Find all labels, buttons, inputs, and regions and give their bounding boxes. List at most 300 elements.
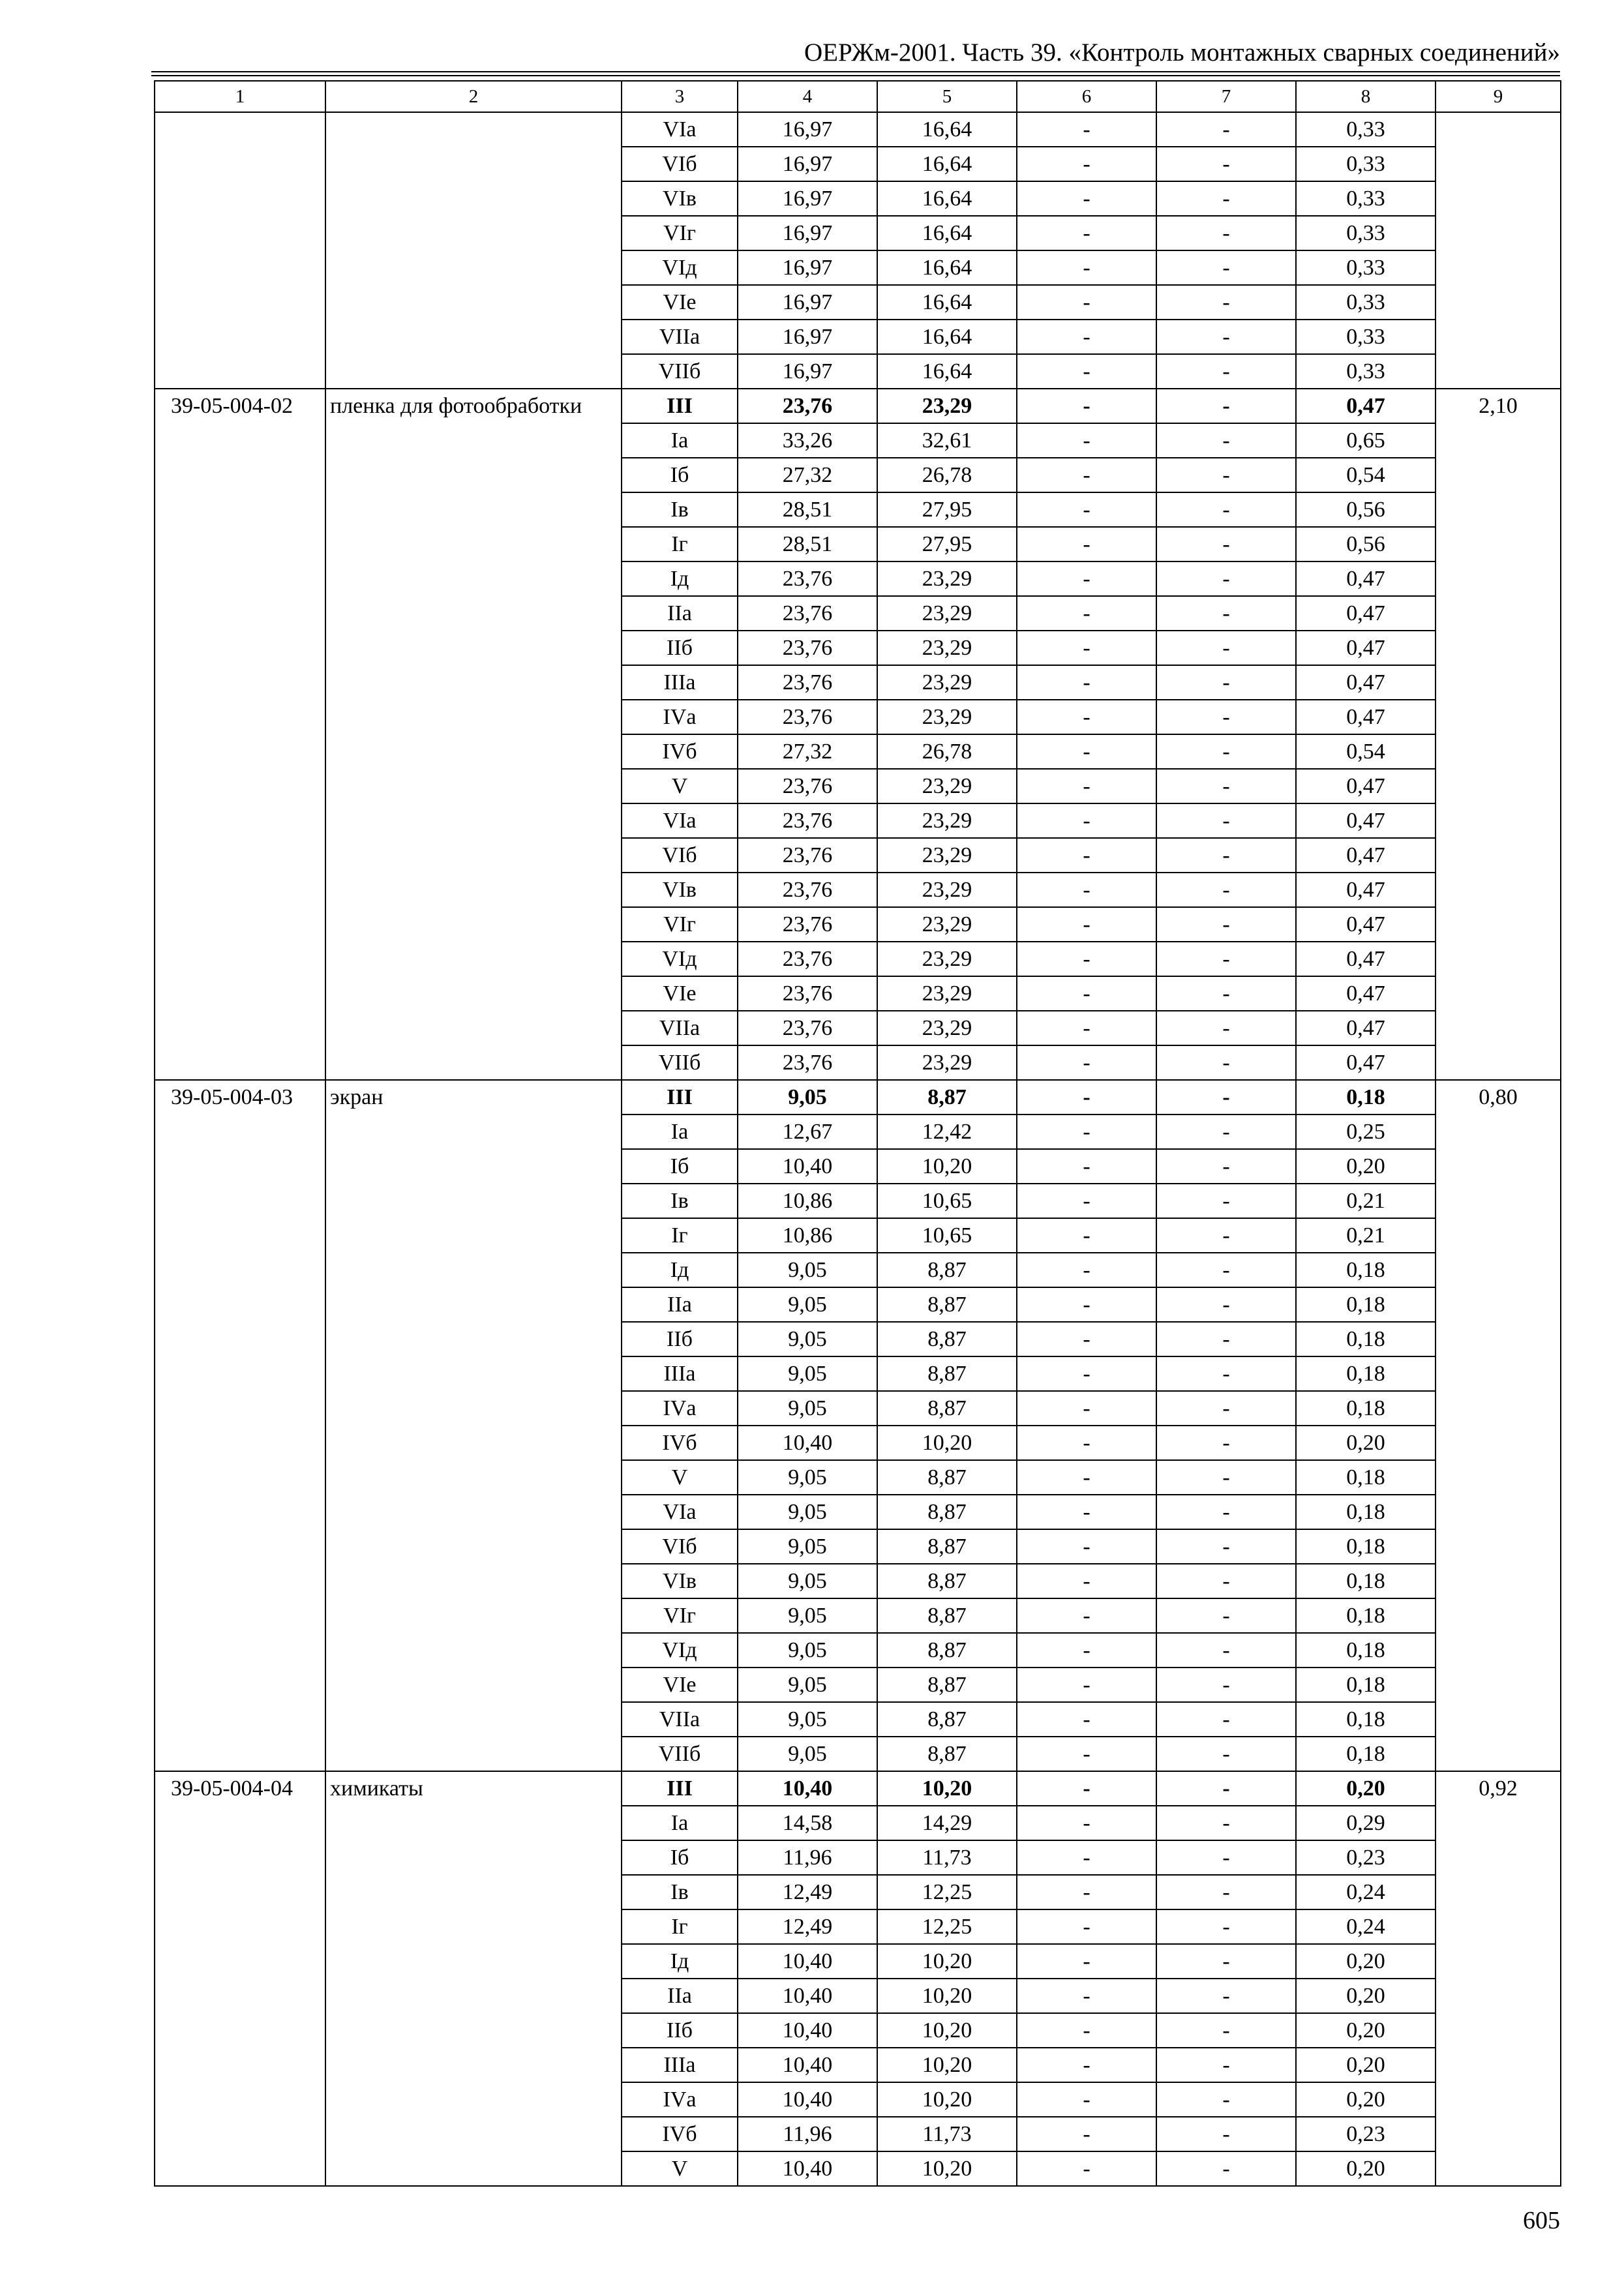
table-cell-col4: 9,05 [738, 1322, 877, 1356]
table-cell-col4: 16,97 [738, 181, 877, 216]
table-cell-col3: Iв [622, 1875, 738, 1909]
item-code: 39-05-004-02 [155, 389, 325, 1080]
table-cell-col7: - [1156, 216, 1296, 250]
table-cell-col3: VIа [622, 803, 738, 838]
table-cell-col4: 28,51 [738, 492, 877, 527]
table-cell-col7: - [1156, 320, 1296, 354]
table-cell-col6: - [1017, 1529, 1156, 1564]
table-cell-col3: Iб [622, 458, 738, 492]
table-cell-col5: 23,29 [877, 596, 1017, 631]
table-cell-col7: - [1156, 458, 1296, 492]
table-cell-col8: 0,33 [1296, 181, 1436, 216]
table-cell-col4: 14,58 [738, 1806, 877, 1840]
table-cell-col6: - [1017, 112, 1156, 147]
table-cell-col7: - [1156, 1702, 1296, 1737]
table-cell-col7: - [1156, 1495, 1296, 1529]
table-cell-col8: 0,18 [1296, 1495, 1436, 1529]
table-cell-col8: 0,20 [1296, 2151, 1436, 2186]
table-cell-col8: 0,47 [1296, 665, 1436, 700]
table-cell-col7: - [1156, 2048, 1296, 2082]
table-cell-col7: - [1156, 1149, 1296, 1184]
table-cell-col4: 10,40 [738, 1979, 877, 2013]
table-cell-col7: - [1156, 1806, 1296, 1840]
table-cell-col3: Iд [622, 1944, 738, 1979]
table-cell-col4: 9,05 [738, 1391, 877, 1426]
item-total: 0,80 [1436, 1080, 1561, 1771]
table-cell-col5: 23,29 [877, 907, 1017, 942]
table-cell-col3: IVа [622, 1391, 738, 1426]
table-cell-col8: 0,20 [1296, 1426, 1436, 1460]
table-cell-col7: - [1156, 1737, 1296, 1771]
table-cell-col8: 0,47 [1296, 942, 1436, 976]
table-cell-col6: - [1017, 1979, 1156, 2013]
table-cell-col6: - [1017, 320, 1156, 354]
table-cell-col6: - [1017, 1702, 1156, 1737]
table-cell-col6: - [1017, 873, 1156, 907]
table-cell-col6: - [1017, 1668, 1156, 1702]
table-cell-col6: - [1017, 769, 1156, 803]
table-cell-col6: - [1017, 1149, 1156, 1184]
table-cell-col6: - [1017, 1944, 1156, 1979]
table-cell-col8: 0,18 [1296, 1564, 1436, 1598]
table-cell-col4: 23,76 [738, 942, 877, 976]
table-cell-col4: 23,76 [738, 389, 877, 423]
table-cell-col3: IVа [622, 2082, 738, 2117]
table-cell-col4: 23,76 [738, 976, 877, 1011]
column-number: 4 [738, 81, 877, 112]
table-cell-col7: - [1156, 1771, 1296, 1806]
table-cell-col7: - [1156, 1633, 1296, 1668]
item-code: 39-05-004-04 [155, 1771, 325, 2186]
table-cell-col7: - [1156, 873, 1296, 907]
table-cell-col7: - [1156, 1979, 1296, 2013]
table-cell-col6: - [1017, 1045, 1156, 1080]
table-cell-col6: - [1017, 2151, 1156, 2186]
table-cell-col3: VIб [622, 147, 738, 181]
table-cell-col4: 16,97 [738, 147, 877, 181]
table-cell-col8: 0,18 [1296, 1322, 1436, 1356]
table-cell-col3: IIа [622, 1979, 738, 2013]
item-code [155, 112, 325, 389]
table-cell-col4: 9,05 [738, 1598, 877, 1633]
column-number: 3 [622, 81, 738, 112]
table-cell-col7: - [1156, 354, 1296, 389]
table-cell-col8: 0,33 [1296, 320, 1436, 354]
table-cell-col8: 0,20 [1296, 1979, 1436, 2013]
table-cell-col3: VIб [622, 1529, 738, 1564]
table-cell-col4: 16,97 [738, 354, 877, 389]
table-body [155, 112, 1561, 2186]
table-cell-col5: 12,42 [877, 1115, 1017, 1149]
table-cell-col5: 27,95 [877, 527, 1017, 561]
table-cell-col7: - [1156, 596, 1296, 631]
table-cell-col6: - [1017, 631, 1156, 665]
table-cell-col3: IVб [622, 1426, 738, 1460]
table-cell-col4: 9,05 [738, 1356, 877, 1391]
table-cell-col5: 14,29 [877, 1806, 1017, 1840]
table-cell-col7: - [1156, 492, 1296, 527]
table-cell-col8: 0,20 [1296, 2082, 1436, 2117]
table-cell-col5: 8,87 [877, 1702, 1017, 1737]
table-cell-col4: 9,05 [738, 1080, 877, 1115]
table-cell-col4: 9,05 [738, 1495, 877, 1529]
table-cell-col4: 23,76 [738, 700, 877, 734]
table-cell-col4: 33,26 [738, 423, 877, 458]
table-cell-col8: 0,18 [1296, 1253, 1436, 1287]
table-cell-col6: - [1017, 1564, 1156, 1598]
table-cell-col4: 23,76 [738, 873, 877, 907]
table-cell-col5: 23,29 [877, 1011, 1017, 1045]
table-cell-col5: 12,25 [877, 1909, 1017, 1944]
table-cell-col3: Iг [622, 527, 738, 561]
table-cell-col7: - [1156, 769, 1296, 803]
table-cell-col4: 10,40 [738, 2013, 877, 2048]
table-cell-col7: - [1156, 2082, 1296, 2117]
table-cell-col7: - [1156, 665, 1296, 700]
table-cell-col4: 16,97 [738, 285, 877, 320]
table-cell-col5: 8,87 [877, 1322, 1017, 1356]
table-cell-col4: 23,76 [738, 1011, 877, 1045]
table-cell-col5: 8,87 [877, 1080, 1017, 1115]
table-cell-col4: 10,40 [738, 1771, 877, 1806]
table-cell-col5: 32,61 [877, 423, 1017, 458]
table-cell-col8: 0,33 [1296, 285, 1436, 320]
table-cell-col8: 0,24 [1296, 1875, 1436, 1909]
table-cell-col3: Iа [622, 1806, 738, 1840]
table-cell-col4: 28,51 [738, 527, 877, 561]
table-cell-col5: 8,87 [877, 1253, 1017, 1287]
table-cell-col4: 9,05 [738, 1668, 877, 1702]
table-cell-col3: Iб [622, 1840, 738, 1875]
table-cell-col8: 0,56 [1296, 527, 1436, 561]
table-cell-col7: - [1156, 1253, 1296, 1287]
table-cell-col8: 0,23 [1296, 2117, 1436, 2151]
table-cell-col5: 23,29 [877, 631, 1017, 665]
table-cell-col7: - [1156, 1426, 1296, 1460]
table-cell-col6: - [1017, 1391, 1156, 1426]
table-row [155, 1080, 1561, 1115]
column-number: 7 [1156, 81, 1296, 112]
table-cell-col3: VIв [622, 181, 738, 216]
table-cell-col4: 9,05 [738, 1460, 877, 1495]
table-cell-col5: 23,29 [877, 873, 1017, 907]
table-cell-col7: - [1156, 423, 1296, 458]
table-cell-col5: 16,64 [877, 285, 1017, 320]
column-number: 6 [1017, 81, 1156, 112]
table-cell-col7: - [1156, 147, 1296, 181]
table-cell-col4: 10,86 [738, 1218, 877, 1253]
table-cell-col3: IIа [622, 1287, 738, 1322]
table-cell-col5: 16,64 [877, 250, 1017, 285]
table-cell-col6: - [1017, 1218, 1156, 1253]
table-cell-col5: 8,87 [877, 1633, 1017, 1668]
table-cell-col8: 0,56 [1296, 492, 1436, 527]
table-cell-col6: - [1017, 1875, 1156, 1909]
table-cell-col5: 16,64 [877, 181, 1017, 216]
table-cell-col3: VIг [622, 907, 738, 942]
table-cell-col5: 16,64 [877, 147, 1017, 181]
table-cell-col4: 10,40 [738, 1944, 877, 1979]
table-cell-col4: 23,76 [738, 596, 877, 631]
table-cell-col8: 0,47 [1296, 596, 1436, 631]
table-cell-col7: - [1156, 181, 1296, 216]
table-cell-col5: 23,29 [877, 838, 1017, 873]
table-cell-col6: - [1017, 1287, 1156, 1322]
table-cell-col8: 0,20 [1296, 1771, 1436, 1806]
table-cell-col3: V [622, 1460, 738, 1495]
table-row [155, 389, 1561, 423]
table-cell-col3: VIе [622, 1668, 738, 1702]
table-cell-col6: - [1017, 1909, 1156, 1944]
table-cell-col7: - [1156, 1598, 1296, 1633]
table-cell-col3: IIIа [622, 1356, 738, 1391]
table-cell-col8: 0,18 [1296, 1529, 1436, 1564]
table-cell-col8: 0,47 [1296, 907, 1436, 942]
table-cell-col5: 8,87 [877, 1495, 1017, 1529]
table-cell-col5: 23,29 [877, 1045, 1017, 1080]
table-cell-col5: 23,29 [877, 976, 1017, 1011]
table-cell-col3: VIг [622, 216, 738, 250]
table-cell-col8: 0,18 [1296, 1391, 1436, 1426]
table-cell-col7: - [1156, 250, 1296, 285]
table-cell-col7: - [1156, 285, 1296, 320]
table-cell-col3: IVб [622, 2117, 738, 2151]
table-cell-col8: 0,33 [1296, 112, 1436, 147]
item-code: 39-05-004-03 [155, 1080, 325, 1771]
table-cell-col7: - [1156, 1287, 1296, 1322]
table-cell-col3: Iв [622, 492, 738, 527]
table-cell-col5: 8,87 [877, 1564, 1017, 1598]
table-cell-col6: - [1017, 1426, 1156, 1460]
table-cell-col5: 16,64 [877, 112, 1017, 147]
item-name: пленка для фотообработки [325, 389, 622, 1080]
table-cell-col3: IIб [622, 1322, 738, 1356]
table-cell-col4: 9,05 [738, 1253, 877, 1287]
table-cell-col4: 9,05 [738, 1702, 877, 1737]
table-cell-col5: 23,29 [877, 942, 1017, 976]
table-cell-col5: 8,87 [877, 1598, 1017, 1633]
item-total: 0,92 [1436, 1771, 1561, 2186]
table-row [155, 1771, 1561, 1806]
table-cell-col8: 0,54 [1296, 734, 1436, 769]
table-cell-col4: 23,76 [738, 665, 877, 700]
table-cell-col3: III [622, 1771, 738, 1806]
table-cell-col3: VIд [622, 1633, 738, 1668]
table-cell-col4: 10,86 [738, 1184, 877, 1218]
table-cell-col4: 23,76 [738, 561, 877, 596]
table-cell-col6: - [1017, 181, 1156, 216]
table-cell-col5: 16,64 [877, 216, 1017, 250]
column-number: 5 [877, 81, 1017, 112]
table-cell-col4: 10,40 [738, 2151, 877, 2186]
item-total [1436, 112, 1561, 389]
table-cell-col3: VIIа [622, 1702, 738, 1737]
table-cell-col8: 0,18 [1296, 1356, 1436, 1391]
table-cell-col3: VIд [622, 942, 738, 976]
table-cell-col3: VIIб [622, 1045, 738, 1080]
table-cell-col6: - [1017, 492, 1156, 527]
table-cell-col8: 0,33 [1296, 216, 1436, 250]
table-cell-col6: - [1017, 1806, 1156, 1840]
column-number: 8 [1296, 81, 1436, 112]
table-cell-col5: 23,29 [877, 803, 1017, 838]
table-cell-col8: 0,47 [1296, 803, 1436, 838]
table-cell-col7: - [1156, 1322, 1296, 1356]
table-cell-col8: 0,25 [1296, 1115, 1436, 1149]
table-cell-col6: - [1017, 1115, 1156, 1149]
column-number: 1 [155, 81, 325, 112]
table-cell-col7: - [1156, 2151, 1296, 2186]
table-cell-col4: 12,49 [738, 1875, 877, 1909]
column-number-row [155, 81, 1561, 112]
table-cell-col7: - [1156, 1356, 1296, 1391]
table-cell-col4: 23,76 [738, 803, 877, 838]
table-cell-col3: VIIа [622, 1011, 738, 1045]
table-cell-col7: - [1156, 1668, 1296, 1702]
item-name: химикаты [325, 1771, 622, 2186]
table-cell-col6: - [1017, 665, 1156, 700]
table-cell-col5: 10,20 [877, 1426, 1017, 1460]
table-cell-col8: 0,18 [1296, 1460, 1436, 1495]
table-cell-col6: - [1017, 1184, 1156, 1218]
table-cell-col3: III [622, 1080, 738, 1115]
table-cell-col3: VIв [622, 873, 738, 907]
table-cell-col6: - [1017, 1356, 1156, 1391]
table-cell-col7: - [1156, 1840, 1296, 1875]
table-cell-col3: VIд [622, 250, 738, 285]
table-cell-col6: - [1017, 216, 1156, 250]
table-cell-col8: 0,47 [1296, 631, 1436, 665]
table-cell-col7: - [1156, 1184, 1296, 1218]
table-cell-col5: 10,20 [877, 2048, 1017, 2082]
item-total: 2,10 [1436, 389, 1561, 1080]
table-cell-col5: 8,87 [877, 1737, 1017, 1771]
table-cell-col7: - [1156, 1909, 1296, 1944]
table-cell-col7: - [1156, 1875, 1296, 1909]
table-cell-col8: 0,47 [1296, 873, 1436, 907]
column-number: 2 [325, 81, 622, 112]
table-cell-col8: 0,65 [1296, 423, 1436, 458]
table-cell-col7: - [1156, 734, 1296, 769]
table-cell-col6: - [1017, 1633, 1156, 1668]
table-cell-col4: 23,76 [738, 631, 877, 665]
table-cell-col5: 23,29 [877, 665, 1017, 700]
table-cell-col7: - [1156, 1391, 1296, 1426]
table-cell-col8: 0,47 [1296, 1045, 1436, 1080]
table-cell-col6: - [1017, 527, 1156, 561]
table-cell-col4: 12,67 [738, 1115, 877, 1149]
table-cell-col6: - [1017, 458, 1156, 492]
header-rule [151, 71, 1560, 72]
table-cell-col5: 10,20 [877, 2013, 1017, 2048]
table-cell-col5: 11,73 [877, 2117, 1017, 2151]
table-cell-col8: 0,47 [1296, 1011, 1436, 1045]
table-cell-col7: - [1156, 2117, 1296, 2151]
table-cell-col6: - [1017, 838, 1156, 873]
table-cell-col5: 23,29 [877, 769, 1017, 803]
table-cell-col3: Iд [622, 1253, 738, 1287]
table-cell-col3: IIа [622, 596, 738, 631]
table-cell-col3: Iд [622, 561, 738, 596]
table-cell-col8: 0,23 [1296, 1840, 1436, 1875]
table-cell-col7: - [1156, 389, 1296, 423]
table-cell-col6: - [1017, 354, 1156, 389]
table-cell-col6: - [1017, 1840, 1156, 1875]
table-cell-col5: 8,87 [877, 1668, 1017, 1702]
table-cell-col5: 23,29 [877, 700, 1017, 734]
table-cell-col3: VIг [622, 1598, 738, 1633]
table-cell-col8: 0,47 [1296, 769, 1436, 803]
table-cell-col8: 0,20 [1296, 1149, 1436, 1184]
table-cell-col3: Iв [622, 1184, 738, 1218]
table-cell-col6: - [1017, 285, 1156, 320]
table-cell-col4: 12,49 [738, 1909, 877, 1944]
table-cell-col6: - [1017, 942, 1156, 976]
table-cell-col3: VIа [622, 1495, 738, 1529]
table-cell-col4: 10,40 [738, 2082, 877, 2117]
table-cell-col3: Iа [622, 423, 738, 458]
table-cell-col4: 9,05 [738, 1529, 877, 1564]
table-cell-col7: - [1156, 1045, 1296, 1080]
table-cell-col8: 0,18 [1296, 1598, 1436, 1633]
table-cell-col3: VIа [622, 112, 738, 147]
table-cell-col5: 8,87 [877, 1356, 1017, 1391]
table-cell-col5: 23,29 [877, 389, 1017, 423]
table-cell-col3: Iг [622, 1218, 738, 1253]
table-cell-col7: - [1156, 631, 1296, 665]
table-cell-col3: VIе [622, 285, 738, 320]
table-cell-col7: - [1156, 1564, 1296, 1598]
table-cell-col3: V [622, 769, 738, 803]
table-cell-col3: VIб [622, 838, 738, 873]
table-cell-col4: 23,76 [738, 769, 877, 803]
table-cell-col8: 0,47 [1296, 389, 1436, 423]
table-cell-col5: 10,20 [877, 1771, 1017, 1806]
table-cell-col7: - [1156, 1944, 1296, 1979]
table-cell-col8: 0,18 [1296, 1287, 1436, 1322]
table-cell-col5: 10,20 [877, 2151, 1017, 2186]
item-name [325, 112, 622, 389]
table-cell-col3: Iб [622, 1149, 738, 1184]
table-cell-col4: 16,97 [738, 250, 877, 285]
table-cell-col8: 0,20 [1296, 2013, 1436, 2048]
table-cell-col8: 0,21 [1296, 1218, 1436, 1253]
table-cell-col6: - [1017, 561, 1156, 596]
table-cell-col5: 12,25 [877, 1875, 1017, 1909]
table-cell-col4: 23,76 [738, 1045, 877, 1080]
table-cell-col7: - [1156, 1460, 1296, 1495]
table-cell-col6: - [1017, 147, 1156, 181]
table-cell-col5: 10,20 [877, 1944, 1017, 1979]
table-cell-col6: - [1017, 1737, 1156, 1771]
table-cell-col6: - [1017, 389, 1156, 423]
table-cell-col4: 10,40 [738, 1149, 877, 1184]
table-cell-col4: 27,32 [738, 458, 877, 492]
table-cell-col7: - [1156, 1011, 1296, 1045]
table-cell-col4: 9,05 [738, 1287, 877, 1322]
table-cell-col7: - [1156, 561, 1296, 596]
table-cell-col5: 8,87 [877, 1460, 1017, 1495]
table-cell-col5: 26,78 [877, 458, 1017, 492]
table-cell-col6: - [1017, 734, 1156, 769]
table-cell-col3: VIIб [622, 354, 738, 389]
table-cell-col3: VIIа [622, 320, 738, 354]
table-cell-col8: 0,20 [1296, 2048, 1436, 2082]
table-cell-col8: 0,54 [1296, 458, 1436, 492]
table-cell-col6: - [1017, 1460, 1156, 1495]
table-cell-col8: 0,21 [1296, 1184, 1436, 1218]
table-cell-col4: 9,05 [738, 1564, 877, 1598]
